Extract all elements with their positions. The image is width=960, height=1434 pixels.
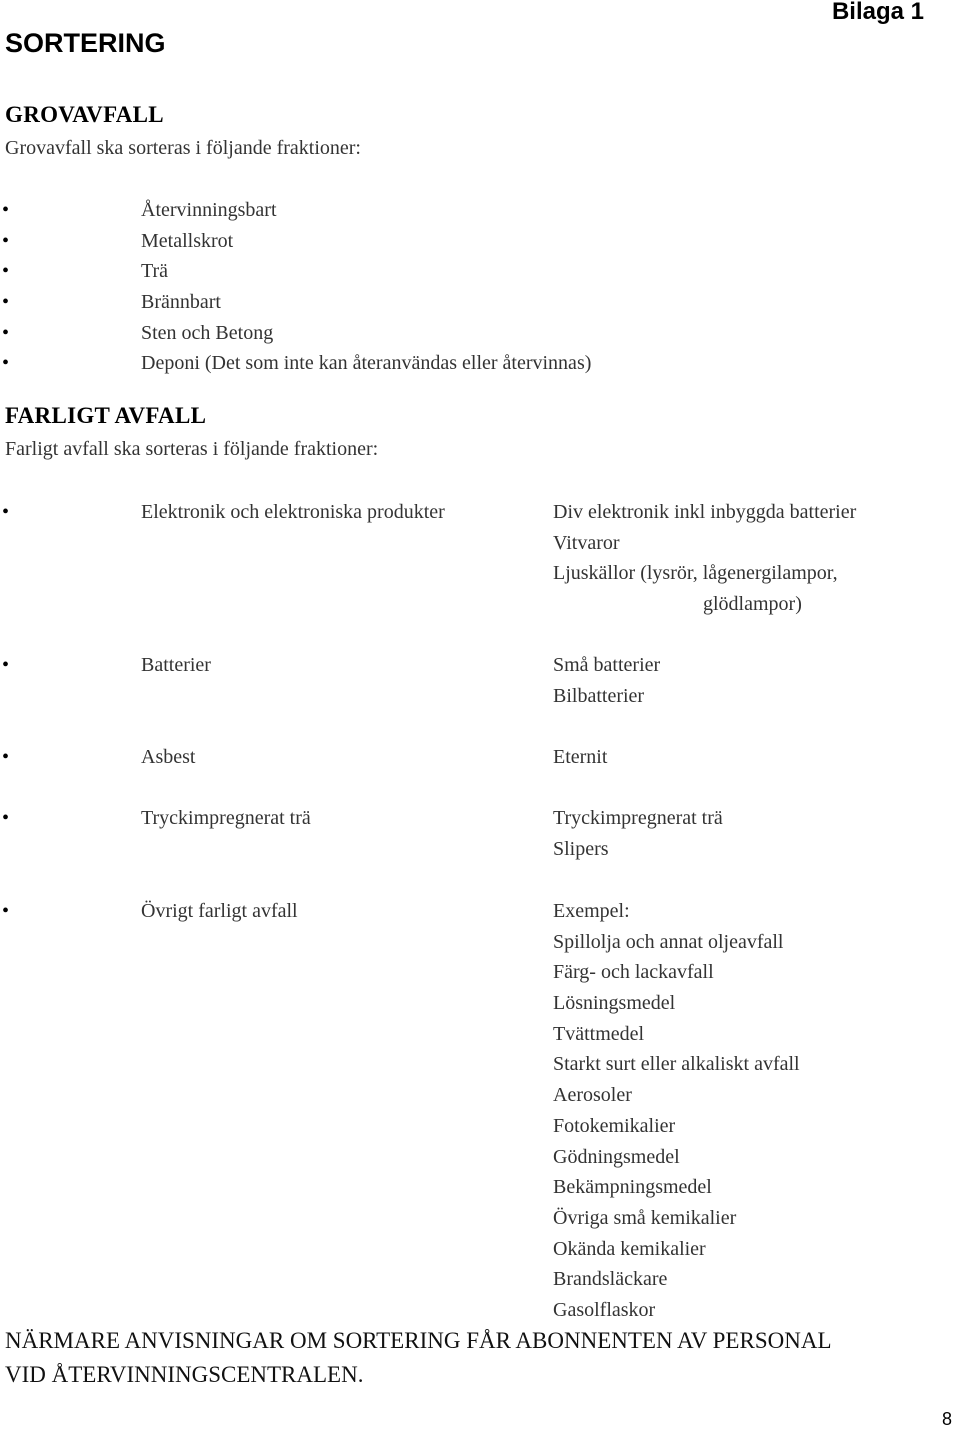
detail-item: Bekämpningsmedel <box>553 1176 712 1199</box>
detail-item: Slipers <box>553 837 609 860</box>
group-details <box>553 896 800 1326</box>
detail-item: glödlampor) <box>703 593 802 616</box>
detail-item: Aerosoler <box>553 1084 632 1107</box>
list-item <box>2 803 311 834</box>
list-item <box>2 650 211 681</box>
farligt-group-asbestos <box>2 742 196 773</box>
detail-item: Tryckimpregnerat trä <box>553 807 723 829</box>
group-details <box>553 803 723 864</box>
grovavfall-heading: GROVAVFALL <box>5 102 164 127</box>
list-item <box>2 348 592 379</box>
list-item <box>2 742 196 773</box>
bullet-icon: • <box>2 321 10 344</box>
farligt-intro: Farligt avfall ska sorteras i följande fraktioner: <box>5 438 379 460</box>
group-details <box>553 742 607 773</box>
detail-item: Okända kemikalier <box>553 1237 706 1260</box>
detail-item: Färg- och lackavfall <box>553 961 714 984</box>
farligt-heading: FARLIGT AVFALL <box>5 403 207 428</box>
bullet-icon: • <box>2 352 10 375</box>
grovavfall-list <box>2 195 592 379</box>
detail-item: Övriga små kemikalier <box>553 1206 737 1229</box>
farligt-group-impregnated-wood <box>2 803 311 834</box>
farligt-group-electronics <box>2 497 445 528</box>
list-item-label: Metallskrot <box>141 229 234 252</box>
list-item <box>2 256 591 287</box>
detail-item: Lösningsmedel <box>553 992 676 1015</box>
detail-item: Små batterier <box>553 654 661 676</box>
detail-item: Bilbatterier <box>553 684 645 707</box>
list-item-label: Återvinningsbart <box>141 199 277 221</box>
detail-item: Tvättmedel <box>553 1022 645 1045</box>
group-label: Asbest <box>141 746 196 768</box>
group-label: Övrigt farligt avfall <box>141 900 298 922</box>
group-label: Tryckimpregnerat trä <box>141 807 311 829</box>
list-item <box>2 195 591 226</box>
bullet-icon: • <box>2 260 10 283</box>
detail-item: Div elektronik inkl inbyggda batterier <box>553 501 857 523</box>
group-details <box>553 650 660 711</box>
grovavfall-intro: Grovavfall ska sorteras i följande fraktioner: <box>5 137 361 159</box>
footer-note-line2: VID ÅTERVINNINGSCENTRALEN. <box>5 1362 364 1387</box>
detail-item: Eternit <box>553 746 608 768</box>
bullet-icon: • <box>2 229 10 252</box>
list-item-label: Brännbart <box>141 291 221 314</box>
bullet-icon: • <box>2 654 10 676</box>
list-item-label: Deponi (Det som inte kan återanvändas eller återvinnas) <box>141 352 592 375</box>
group-details <box>553 497 856 620</box>
group-label: Batterier <box>141 654 211 676</box>
detail-item: Spillolja och annat oljeavfall <box>553 930 784 953</box>
bullet-icon: • <box>2 501 10 523</box>
detail-item: Vitvaror <box>553 531 620 554</box>
list-item-label: Trä <box>141 260 169 283</box>
list-item <box>2 318 591 349</box>
bullet-icon: • <box>2 291 10 314</box>
farligt-group-other <box>2 896 298 927</box>
detail-item: Exempel: <box>553 900 630 922</box>
list-item <box>2 497 445 528</box>
detail-item: Gödningsmedel <box>553 1145 680 1168</box>
detail-item: Gasolflaskor <box>553 1298 656 1321</box>
list-item <box>2 896 298 927</box>
detail-item: Ljuskällor (lysrör, lågenergilampor, <box>553 562 838 585</box>
farligt-group-batteries <box>2 650 211 681</box>
bullet-icon: • <box>2 199 10 221</box>
bullet-icon: • <box>2 746 10 768</box>
bullet-icon: • <box>2 900 10 922</box>
group-label: Elektronik och elektroniska produkter <box>141 501 445 523</box>
annex-label: Bilaga 1 <box>831 0 924 25</box>
detail-item: Fotokemikalier <box>553 1114 676 1137</box>
bullet-icon: • <box>2 807 10 829</box>
footer-note-line1: NÄRMARE ANVISNINGAR OM SORTERING FÅR ABONNENTEN AV PERSONAL <box>5 1328 832 1353</box>
detail-item: Starkt surt eller alkaliskt avfall <box>553 1053 800 1076</box>
page-title: SORTERING <box>5 28 166 58</box>
detail-item: Brandsläckare <box>553 1268 668 1291</box>
page-number: 8 <box>941 1409 952 1429</box>
list-item <box>2 287 591 318</box>
list-item <box>2 226 591 257</box>
list-item-label: Sten och Betong <box>141 321 274 344</box>
